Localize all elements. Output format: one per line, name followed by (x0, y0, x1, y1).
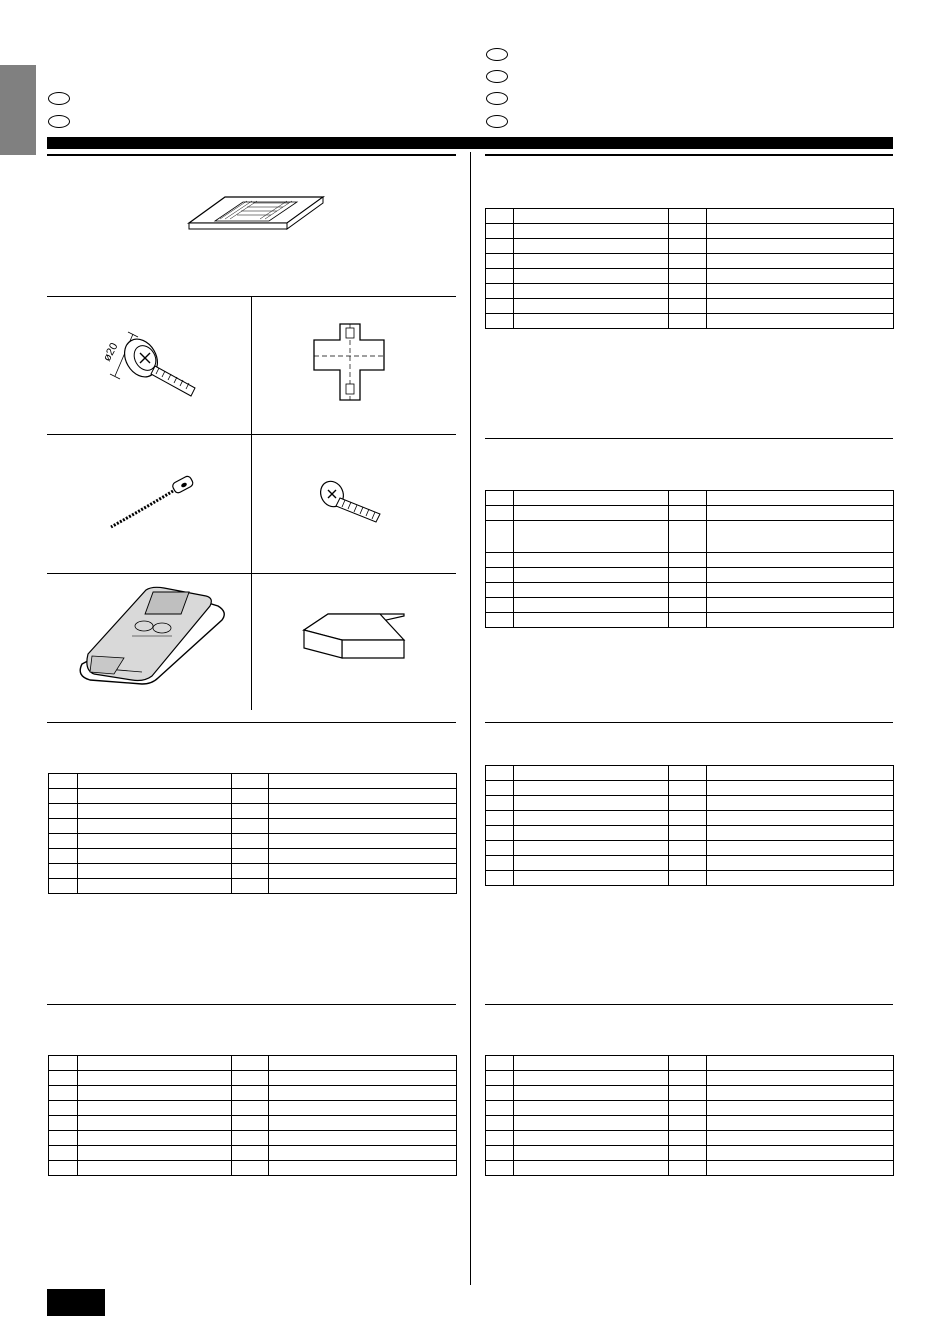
table-cell (486, 826, 514, 841)
table-cell (669, 583, 707, 598)
table-row (486, 299, 894, 314)
table-row (486, 506, 894, 521)
table-row (49, 1086, 457, 1101)
table-row (49, 819, 457, 834)
table-cell (707, 1101, 894, 1116)
table-cell (514, 1056, 669, 1071)
remote-controller-icon (72, 584, 232, 689)
table-row (486, 613, 894, 628)
table-cell (486, 506, 514, 521)
table-cell (514, 811, 669, 826)
table-cell (486, 781, 514, 796)
ceiling-grille-icon (185, 193, 325, 253)
table-cell (514, 314, 669, 329)
table-cell (78, 1161, 232, 1176)
table-row (486, 1161, 894, 1176)
column-divider (470, 152, 471, 1285)
table-cell (707, 491, 894, 506)
table-cell (486, 856, 514, 871)
language-badge (48, 92, 70, 105)
table-row (486, 491, 894, 506)
table-cell (707, 284, 894, 299)
table-cell (669, 598, 707, 613)
table-row (49, 1101, 457, 1116)
table-cell (669, 506, 707, 521)
table-cell (707, 1146, 894, 1161)
table-cell (486, 299, 514, 314)
table-cell (49, 1131, 78, 1146)
table-row (486, 269, 894, 284)
table-cell (707, 224, 894, 239)
table-row (486, 598, 894, 613)
table-row (49, 1071, 457, 1086)
table-cell (269, 849, 457, 864)
table-cell (514, 209, 669, 224)
spec-table (485, 490, 894, 628)
table-cell (486, 521, 514, 553)
screw-icon (318, 478, 388, 528)
section-rule (47, 1004, 456, 1005)
table-row (49, 789, 457, 804)
table-cell (669, 314, 707, 329)
section-rule (485, 154, 893, 156)
spec-table (485, 208, 894, 329)
table-cell (486, 871, 514, 886)
table-cell (707, 781, 894, 796)
table-cell (486, 553, 514, 568)
table-cell (707, 1086, 894, 1101)
table-cell (669, 1131, 707, 1146)
table-cell (232, 879, 269, 894)
table-cell (707, 583, 894, 598)
table-cell (707, 871, 894, 886)
table-cell (669, 491, 707, 506)
language-badge (486, 48, 508, 61)
table-cell (49, 834, 78, 849)
table-cell (269, 804, 457, 819)
table-cell (269, 1086, 457, 1101)
table-cell (669, 284, 707, 299)
table-cell (669, 1146, 707, 1161)
table-cell (78, 1146, 232, 1161)
table-cell (514, 1131, 669, 1146)
table-cell (78, 1086, 232, 1101)
table-cell (232, 1131, 269, 1146)
table-row (486, 1101, 894, 1116)
section-rule (485, 722, 893, 723)
table-cell (78, 819, 232, 834)
table-cell (486, 1056, 514, 1071)
table-cell (232, 849, 269, 864)
table-cell (707, 269, 894, 284)
table-row (486, 1071, 894, 1086)
table-cell (78, 834, 232, 849)
table-row (49, 1146, 457, 1161)
table-row (486, 841, 894, 856)
table-cell (269, 819, 457, 834)
parts-grid-divider (47, 573, 456, 574)
table-cell (486, 1101, 514, 1116)
table-cell (78, 879, 232, 894)
table-cell (78, 864, 232, 879)
table-cell (49, 864, 78, 879)
table-cell (669, 224, 707, 239)
table-cell (232, 819, 269, 834)
table-cell (514, 299, 669, 314)
table-cell (514, 1146, 669, 1161)
section-rule (485, 1004, 893, 1005)
table-cell (78, 1056, 232, 1071)
table-cell (49, 819, 78, 834)
table-row (486, 1116, 894, 1131)
table-cell (232, 1146, 269, 1161)
language-badge (48, 115, 70, 128)
table-cell (669, 299, 707, 314)
table-cell (514, 1101, 669, 1116)
table-cell (232, 834, 269, 849)
table-cell (232, 1086, 269, 1101)
table-row (49, 774, 457, 789)
table-cell (514, 1071, 669, 1086)
table-cell (49, 849, 78, 864)
table-cell (707, 766, 894, 781)
table-cell (707, 826, 894, 841)
table-cell (486, 254, 514, 269)
table-row (486, 521, 894, 553)
table-cell (514, 553, 669, 568)
table-row (486, 1086, 894, 1101)
table-row (486, 796, 894, 811)
table-cell (49, 774, 78, 789)
table-cell (269, 834, 457, 849)
table-cell (232, 1161, 269, 1176)
table-cell (78, 804, 232, 819)
table-cell (486, 1086, 514, 1101)
table-cell (486, 284, 514, 299)
table-cell (78, 774, 232, 789)
washer-screw-icon (95, 328, 205, 413)
table-cell (669, 521, 707, 553)
table-cell (707, 1161, 894, 1176)
table-cell (486, 598, 514, 613)
table-cell (707, 506, 894, 521)
table-cell (514, 1086, 669, 1101)
table-row (486, 1131, 894, 1146)
parts-grid-divider (47, 434, 456, 435)
table-cell (514, 781, 669, 796)
table-cell (269, 864, 457, 879)
table-cell (486, 239, 514, 254)
spec-table (48, 1055, 457, 1176)
accessory-box-icon (300, 612, 408, 662)
cable-band-icon (105, 475, 200, 535)
table-row (486, 826, 894, 841)
table-cell (707, 553, 894, 568)
table-row (49, 1056, 457, 1071)
table-cell (669, 613, 707, 628)
table-cell (269, 774, 457, 789)
table-cell (669, 1101, 707, 1116)
table-cell (514, 598, 669, 613)
table-row (486, 284, 894, 299)
table-row (486, 239, 894, 254)
table-row (49, 804, 457, 819)
table-cell (78, 849, 232, 864)
table-row (486, 1146, 894, 1161)
section-rule (47, 722, 456, 723)
table-cell (669, 1116, 707, 1131)
table-row (486, 314, 894, 329)
table-cell (514, 269, 669, 284)
table-cell (514, 224, 669, 239)
table-cell (49, 1056, 78, 1071)
table-cell (486, 613, 514, 628)
table-cell (49, 1086, 78, 1101)
table-cell (669, 1071, 707, 1086)
table-cell (707, 299, 894, 314)
table-cell (486, 1146, 514, 1161)
section-rule (47, 154, 456, 156)
table-cell (78, 1131, 232, 1146)
table-cell (514, 613, 669, 628)
table-cell (269, 1071, 457, 1086)
table-cell (669, 841, 707, 856)
table-row (486, 811, 894, 826)
table-row (486, 766, 894, 781)
table-cell (49, 804, 78, 819)
table-cell (486, 841, 514, 856)
table-cell (486, 209, 514, 224)
table-cell (707, 1131, 894, 1146)
table-cell (232, 1056, 269, 1071)
side-language-tab (0, 65, 36, 155)
table-row (486, 209, 894, 224)
table-row (486, 1056, 894, 1071)
table-cell (269, 1101, 457, 1116)
table-cell (707, 1071, 894, 1086)
table-row (486, 553, 894, 568)
table-cell (669, 254, 707, 269)
table-cell (49, 789, 78, 804)
table-cell (669, 209, 707, 224)
table-cell (486, 314, 514, 329)
table-cell (269, 879, 457, 894)
table-row (49, 1116, 457, 1131)
table-cell (269, 1056, 457, 1071)
table-cell (49, 1146, 78, 1161)
language-badge (486, 115, 508, 128)
table-row (486, 583, 894, 598)
table-cell (486, 1131, 514, 1146)
table-cell (514, 766, 669, 781)
table-cell (514, 284, 669, 299)
table-row (486, 871, 894, 886)
table-cell (669, 1086, 707, 1101)
table-cell (669, 553, 707, 568)
table-cell (707, 209, 894, 224)
table-cell (669, 781, 707, 796)
table-cell (514, 871, 669, 886)
table-cell (514, 1116, 669, 1131)
table-cell (514, 841, 669, 856)
table-cell (486, 1116, 514, 1131)
table-row (49, 834, 457, 849)
table-cell (49, 1101, 78, 1116)
table-cell (49, 1071, 78, 1086)
table-cell (514, 568, 669, 583)
table-cell (707, 521, 894, 553)
table-cell (78, 1116, 232, 1131)
spec-table (48, 773, 457, 894)
table-row (49, 1131, 457, 1146)
table-cell (232, 864, 269, 879)
table-cell (669, 1056, 707, 1071)
table-cell (514, 583, 669, 598)
table-cell (669, 856, 707, 871)
table-cell (486, 1161, 514, 1176)
spec-table (485, 765, 894, 886)
language-badge (486, 92, 508, 105)
table-cell (486, 583, 514, 598)
table-cell (49, 879, 78, 894)
installation-gauge-icon (310, 322, 390, 412)
table-cell (486, 766, 514, 781)
table-row (486, 568, 894, 583)
section-rule (485, 438, 893, 439)
table-cell (514, 239, 669, 254)
table-cell (486, 491, 514, 506)
table-cell (232, 789, 269, 804)
table-cell (707, 1116, 894, 1131)
table-cell (269, 1146, 457, 1161)
table-cell (707, 314, 894, 329)
header-bar (47, 137, 893, 149)
table-cell (707, 239, 894, 254)
table-cell (514, 826, 669, 841)
table-row (486, 224, 894, 239)
table-row (486, 781, 894, 796)
table-cell (669, 1161, 707, 1176)
table-cell (269, 1131, 457, 1146)
table-cell (269, 1116, 457, 1131)
table-cell (232, 1071, 269, 1086)
table-row (486, 856, 894, 871)
table-cell (78, 1101, 232, 1116)
table-cell (49, 1116, 78, 1131)
table-row (49, 879, 457, 894)
parts-grid-divider (251, 296, 252, 710)
table-cell (707, 796, 894, 811)
table-cell (707, 856, 894, 871)
dimension-label: ø20 (101, 341, 121, 364)
table-cell (707, 254, 894, 269)
table-cell (669, 871, 707, 886)
page-number-tab (47, 1289, 105, 1316)
table-cell (707, 568, 894, 583)
table-cell (514, 856, 669, 871)
table-cell (269, 1161, 457, 1176)
table-cell (486, 568, 514, 583)
table-row (49, 1161, 457, 1176)
table-cell (232, 1101, 269, 1116)
language-badge (486, 70, 508, 83)
table-cell (514, 796, 669, 811)
table-cell (669, 796, 707, 811)
table-cell (707, 811, 894, 826)
table-cell (486, 796, 514, 811)
table-cell (514, 506, 669, 521)
table-cell (707, 598, 894, 613)
table-cell (49, 1161, 78, 1176)
table-cell (669, 811, 707, 826)
table-cell (707, 613, 894, 628)
table-row (486, 254, 894, 269)
table-cell (486, 224, 514, 239)
table-cell (669, 568, 707, 583)
table-cell (669, 826, 707, 841)
table-cell (707, 1056, 894, 1071)
table-cell (514, 491, 669, 506)
table-cell (232, 804, 269, 819)
table-cell (514, 521, 669, 553)
table-cell (78, 1071, 232, 1086)
table-cell (669, 239, 707, 254)
table-cell (707, 841, 894, 856)
table-row (49, 849, 457, 864)
table-cell (78, 789, 232, 804)
table-cell (486, 1071, 514, 1086)
table-row (49, 864, 457, 879)
table-cell (232, 1116, 269, 1131)
table-cell (669, 766, 707, 781)
table-cell (514, 1161, 669, 1176)
spec-table (485, 1055, 894, 1176)
table-cell (514, 254, 669, 269)
table-cell (486, 811, 514, 826)
table-cell (486, 269, 514, 284)
table-cell (232, 774, 269, 789)
table-cell (269, 789, 457, 804)
table-cell (669, 269, 707, 284)
